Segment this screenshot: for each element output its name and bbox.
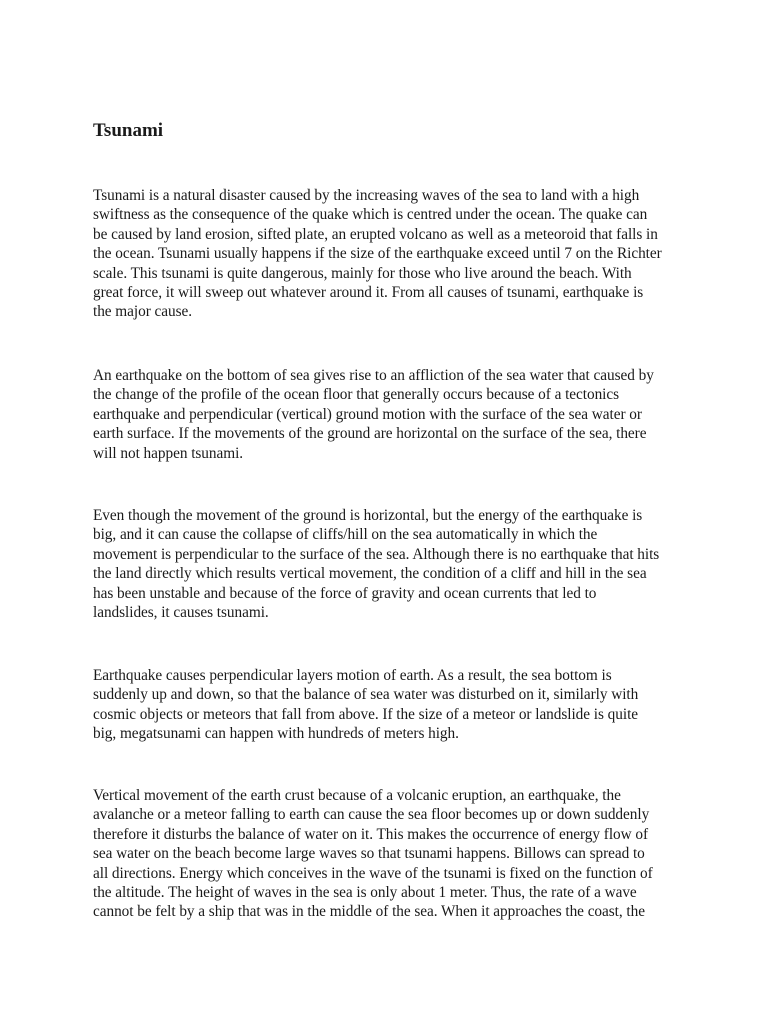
paragraph-line: Even though the movement of the ground is horizontal, but the energy of the earthquake is xyxy=(93,507,643,524)
paragraph-3 xyxy=(93,506,683,622)
paragraph-line: avalanche or a meteor falling to earth can cause the sea floor becomes up or down suddenly xyxy=(93,806,650,824)
paragraph-line: landslides, it causes tsunami. xyxy=(93,604,269,622)
paragraph-line: cosmic objects or meteors that fall from above. If the size of a meteor or landslide is quite xyxy=(93,705,639,723)
paragraph-4 xyxy=(93,666,683,744)
paragraph-line: earthquake and perpendicular (vertical) ground motion with the surface of the sea water or xyxy=(93,405,642,423)
paragraph-line: big, megatsunami can happen with hundreds of meters high. xyxy=(93,725,459,743)
document-title: Tsunami xyxy=(93,120,164,141)
paragraph-line: Earthquake causes perpendicular layers motion of earth. As a result, the sea bottom is xyxy=(93,667,612,684)
paragraph-line: An earthquake on the bottom of sea gives rise to an affliction of the sea water that caused by xyxy=(93,367,654,384)
paragraph-line: cannot be felt by a ship that was in the middle of the sea. When it approaches the coast, the xyxy=(93,903,645,921)
paragraph-line: the land directly which results vertical movement, the condition of a cliff and hill in the sea xyxy=(93,565,647,583)
paragraph-line: will not happen tsunami. xyxy=(93,444,244,462)
paragraph-line: swiftness as the consequence of the quake which is centred under the ocean. The quake can xyxy=(93,206,648,224)
paragraph-line: great force, it will sweep out whatever around it. From all causes of tsunami, earthquake is xyxy=(93,284,644,302)
paragraph-5 xyxy=(93,786,683,922)
paragraph-line: the altitude. The height of waves in the sea is only about 1 meter. Thus, the rate of a wave xyxy=(93,884,637,902)
paragraph-line: all directions. Energy which conceives in the wave of the tsunami is fixed on the function of xyxy=(93,864,653,882)
paragraph-line: scale. This tsunami is quite dangerous, mainly for those who live around the beach. With xyxy=(93,264,632,282)
paragraph-1 xyxy=(93,186,683,322)
paragraph-line: has been unstable and because of the force of gravity and ocean currents that led to xyxy=(93,584,597,602)
paragraph-line: the change of the profile of the ocean floor that generally occurs because of a tectonics xyxy=(93,386,620,404)
paragraph-line: movement is perpendicular to the surface of the sea. Although there is no earthquake that hits xyxy=(93,545,660,563)
paragraph-line: earth surface. If the movements of the ground are horizontal on the surface of the sea, there xyxy=(93,425,647,443)
paragraph-line: the major cause. xyxy=(93,303,193,321)
paragraph-line: the ocean. Tsunami usually happens if the size of the earthquake exceed until 7 on the Richter xyxy=(93,245,662,263)
paragraph-line: therefore it disturbs the balance of water on it. This makes the occurrence of energy flow of xyxy=(93,825,649,843)
paragraph-line: be caused by land erosion, sifted plate, an erupted volcano as well as a meteoroid that falls in xyxy=(93,225,658,243)
paragraph-2 xyxy=(93,366,683,463)
paragraph-line: suddenly up and down, so that the balance of sea water was disturbed on it, similarly with xyxy=(93,686,639,704)
paragraph-line: sea water on the beach become large waves so that tsunami happens. Billows can spread to xyxy=(93,845,645,863)
paragraph-line: Vertical movement of the earth crust because of a volcanic eruption, an earthquake, the xyxy=(93,787,621,804)
paragraph-line: Tsunami is a natural disaster caused by the increasing waves of the sea to land with a high xyxy=(93,187,640,204)
paragraph-line: big, and it can cause the collapse of cliffs/hill on the sea automatically in which the xyxy=(93,526,598,544)
